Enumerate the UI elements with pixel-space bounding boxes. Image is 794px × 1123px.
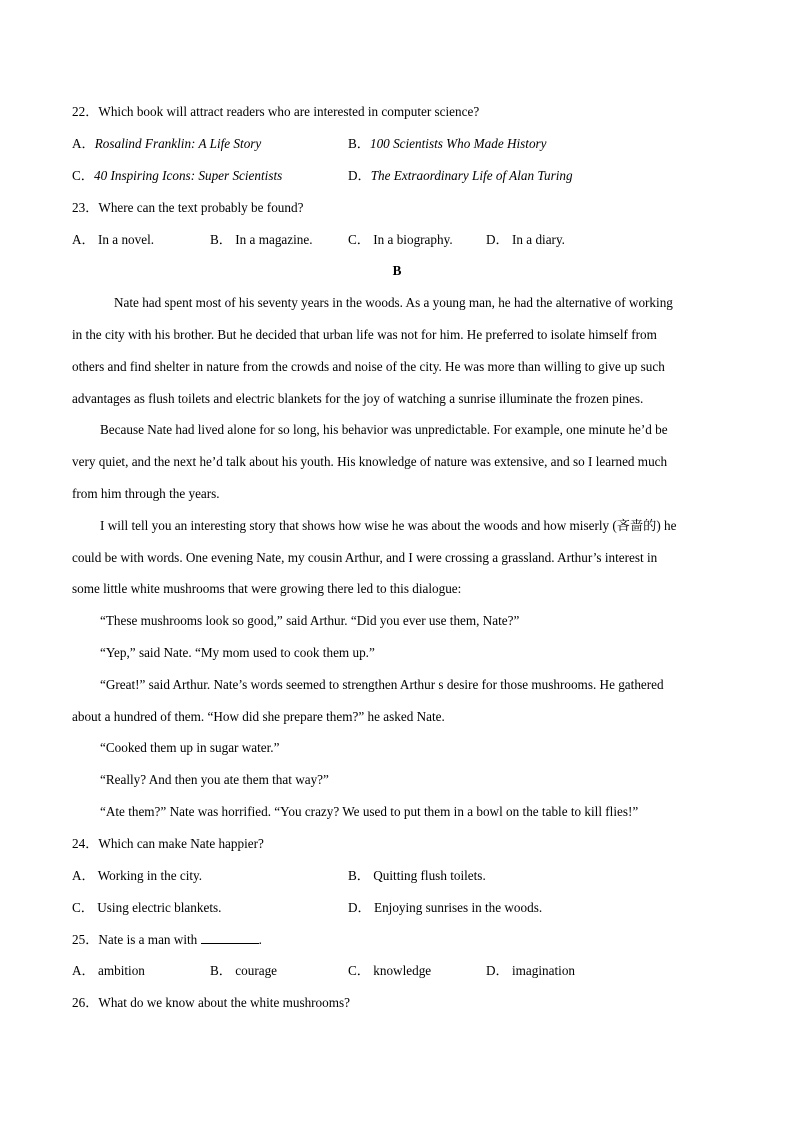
option-text: Rosalind Franklin: A Life Story [94, 136, 262, 151]
option-label: D． [348, 168, 371, 183]
option-25-a: A． ambition [72, 963, 145, 978]
passage-line: advantages as flush toilets and electric blankets for the joy of watching a sunrise illuminate the frozen pines. [72, 391, 644, 406]
passage-line: very quiet, and the next he’d talk about his youth. His knowledge of nature was extensive, and so I learned much [72, 454, 668, 469]
option-24-b: B． Quitting flush toilets. [348, 868, 486, 883]
option-23-a: A． In a novel. [72, 232, 155, 247]
question-24: 24．Which can make Nate happier? [72, 836, 264, 851]
passage-line: “Ate them?” Nate was horrified. “You crazy? We used to put them in a bowl on the table to kill flies!” [100, 804, 639, 819]
passage-line: “Great!” said Arthur. Nate’s words seemed to strengthen Arthur s desire for those mushrooms. He gathered [100, 677, 664, 692]
passage-line: “Cooked them up in sugar water.” [100, 740, 280, 755]
answer-blank [201, 931, 259, 944]
option-22-b [348, 136, 547, 152]
question-text: 25．Nate is a man with [72, 932, 198, 947]
question-26: 26．What do we know about the white mushrooms? [72, 995, 350, 1010]
section-heading-b: B [392, 263, 402, 278]
option-label: B． [348, 136, 370, 151]
option-text: The Extraordinary Life of Alan Turing [370, 168, 573, 183]
option-25-b: B． courage [210, 963, 278, 978]
option-25-d: D． imagination [486, 963, 576, 978]
passage-line: “These mushrooms look so good,” said Arthur. “Did you ever use them, Nate?” [100, 613, 520, 628]
option-22-d [348, 168, 573, 184]
option-24-a: A． Working in the city. [72, 868, 203, 883]
option-23-d: D． In a diary. [486, 232, 565, 247]
option-label: A． [72, 136, 95, 151]
passage-line: Nate had spent most of his seventy years in the woods. As a young man, he had the alternative of working [114, 295, 673, 310]
question-25 [72, 931, 262, 948]
passage-line: Because Nate had lived alone for so long, his behavior was unpredictable. For example, one minute he’d be [100, 422, 668, 437]
option-22-c [72, 168, 282, 184]
option-25-c: C． knowledge [348, 963, 432, 978]
option-text: 40 Inspiring Icons: Super Scientists [93, 168, 283, 183]
passage-line: “Really? And then you ate them that way?” [100, 772, 329, 787]
passage-line: some little white mushrooms that were growing there led to this dialogue: [72, 581, 462, 596]
option-text: 100 Scientists Who Made History [369, 136, 547, 151]
option-label: C． [72, 168, 94, 183]
question-23: 23．Where can the text probably be found? [72, 200, 304, 215]
question-22: 22．Which book will attract readers who are interested in computer science? [72, 104, 480, 119]
passage-line: about a hundred of them. “How did she prepare them?” he asked Nate. [72, 709, 445, 724]
passage-line: in the city with his brother. But he decided that urban life was not for him. He preferred to isolate himself from [72, 327, 657, 342]
passage-line: could be with words. One evening Nate, my cousin Arthur, and I were crossing a grassland. Arthur’s interest in [72, 550, 658, 565]
passage-line: others and find shelter in nature from the crowds and noise of the city. He was more than willing to give up such [72, 359, 665, 374]
option-23-b: B． In a magazine. [210, 232, 313, 247]
option-22-a [72, 136, 261, 152]
question-end: . [258, 932, 262, 947]
option-24-c: C． Using electric blankets. [72, 900, 222, 915]
passage-line: I will tell you an interesting story that shows how wise he was about the woods and how miserly (吝啬的) he [100, 518, 677, 533]
passage-line: “Yep,” said Nate. “My mom used to cook them up.” [100, 645, 375, 660]
option-23-c: C． In a biography. [348, 232, 453, 247]
option-24-d: D． Enjoying sunrises in the woods. [348, 900, 543, 915]
passage-line: from him through the years. [72, 486, 220, 501]
